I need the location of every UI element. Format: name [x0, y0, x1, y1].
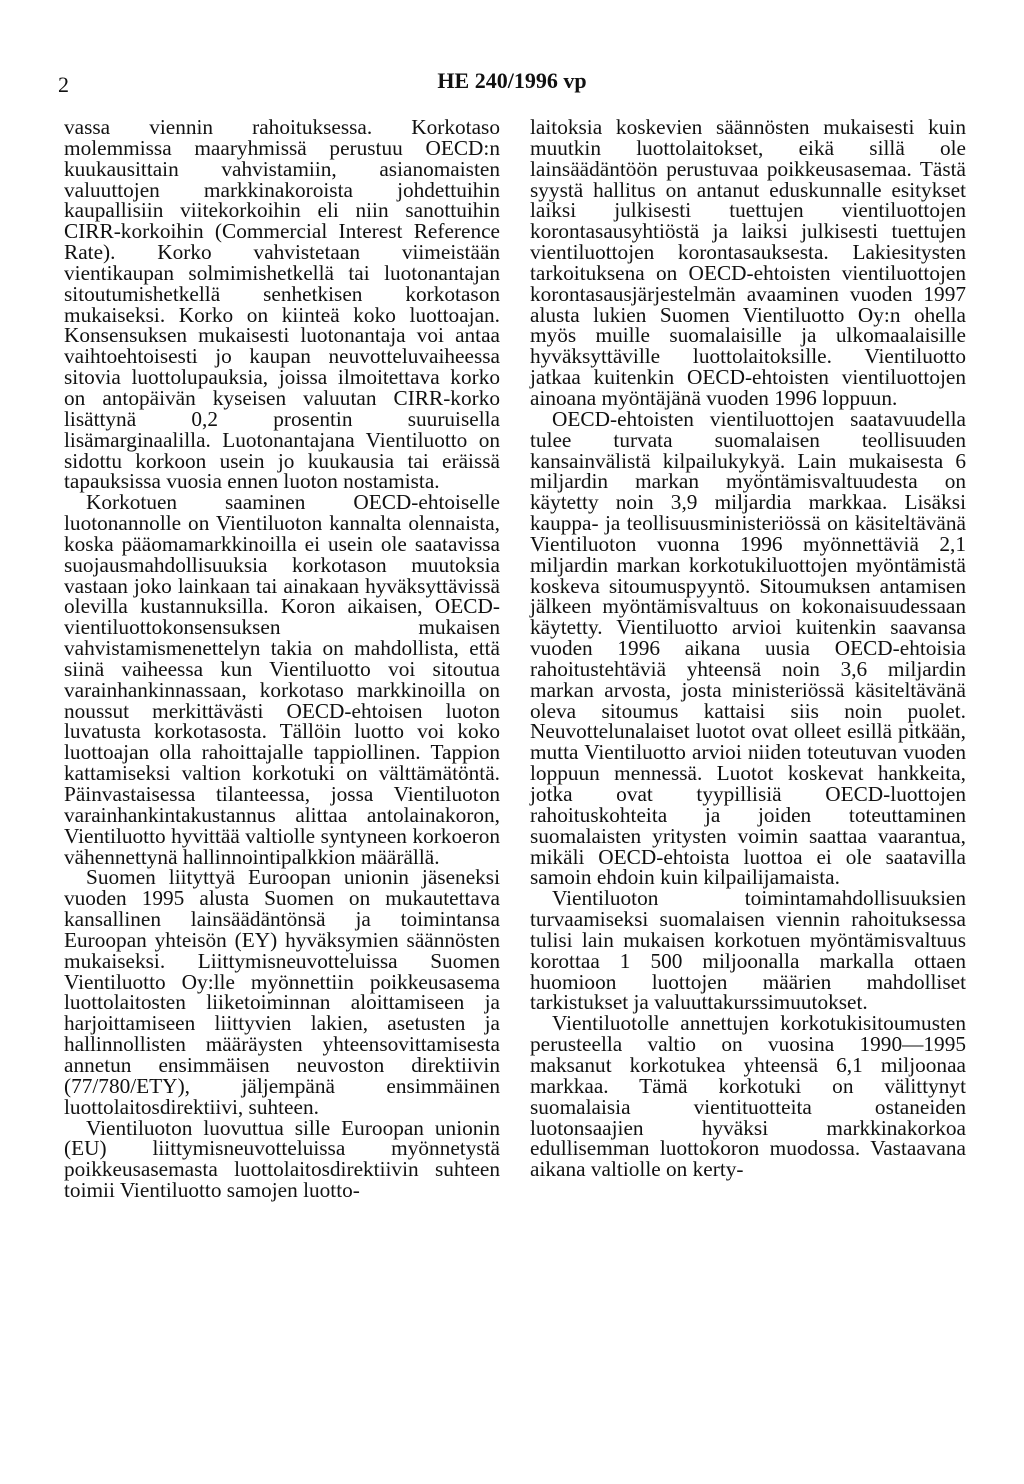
- right-column: [530, 117, 966, 1180]
- running-title: HE 240/1996 vp: [437, 68, 587, 93]
- page-number: 2: [58, 72, 69, 97]
- paragraph: Vientiluoton toimintamahdollisuuksien turvaamiseksi suomalaisen viennin rahoituksessa tulisi lain mukaisen korkotuen myöntämisvaltuus korottaa 1 500 miljoonalla markalla ottaen huomioon luottojen määrien mahdolliset tarkistukset ja valuuttakurssimuutokset.: [530, 886, 966, 1015]
- paragraph: OECD-ehtoisten vientiluottojen saatavuudella tulee turvata suomalaisen teollisuuden kansainvälistä kilpailukykyä. Lain mukaisesta 6 miljardin markan myöntämisvaltuudesta on käytetty noin 3,9 miljardia markkaa. Lisäksi kauppa- ja teollisuusministeriössä on käsiteltävänä Vientiluoton vuonna 1996 myönnettäviä 2,1 miljardin markan korkotukiluottojen myöntämistä koskeva sitoumuspyyntö. Sitoumuksen antamisen jälkeen myöntämisvaltuus on kokonaisuudessaan käytetty. Vientiluotto arvioi kuitenkin saavansa vuoden 1996 aikana uusia OECD-ehtoisia rahoitustehtäviä yhteensä noin 3,6 miljardin markan arvosta, josta ministeriössä käsiteltävänä oleva sitoumus kattaisi siis noin puolet. Neuvottelunalaiset luotot ovat olleet esillä pitkään, mutta Vientiluotto arvioi niiden toteutuvan vuoden loppuun mennessä. Luotot koskevat hankkeita, jotka ovat tyypillisiä OECD-luottojen rahoituskohteita ja joiden toteuttaminen suomalaisten yritysten voimin saattaa vaarantua, mikäli OECD-ehtoista luottoa ei ole saatavilla samoin ehdoin kuin kilpailijamaista.: [530, 406, 966, 890]
- paragraph: Korkotuen saaminen OECD-ehtoiselle luotonannolle on Vientiluoton kannalta olennaista, koska pääomamarkkinoilla ei usein ole saatavissa suojausmahdollisuuksia korkotason muutoksia vastaan joko lainkaan tai ainakaan hyväksyttävissä olevilla kustannuksilla. Koron aikaisen, OECD-vientiluottokonsensuksen mukaisen vahvistamismenettelyn takia on mahdollista, että siinä vaiheessa kun Vientiluotto voi sitoutua varainhankinnassaan, korkotaso markkinoilla on noussut merkittävästi OECD-ehtoisen luoton luvatusta korkotasosta. Tällöin luotto voi koko luottoajan olla rahoittajalle tappiollinen. Tappion kattamiseksi valtion korkotuki on välttämätöntä. Päinvastaisessa tilanteessa, jossa Vientiluoton varainhankintakustannus alittaa antolainakoron, Vientiluotto hyvittää valtiolle syntyneen korkoeron vähennettynä hallinnointipalkkion määrällä.: [64, 490, 500, 869]
- paragraph: laitoksia koskevien säännösten mukaisesti kuin muutkin luottolaitokset, eikä sillä ole lainsäädäntöön perustuvaa poikkeusasemaa. Tästä syystä hallitus on antanut eduskunnalle esitykset laiksi julkisesti tuettujen vientiluottojen korontasausyhtiöstä ja laiksi julkisesti tuettujen vientiluottojen korontasauksesta. Lakiesitysten tarkoituksena on OECD-ehtoisten vientiluottojen korontasausjärjestelmän avaaminen vuoden 1997 alusta lukien Suomen Vientiluotto Oy:n ohella myös muille suomalaisille ja ulkomaalaisille hyväksyttäville luottolaitoksille. Vientiluotto jatkaa kuitenkin OECD-ehtoisten vientiluottojen ainoana myöntäjänä vuoden 1996 loppuun.: [530, 115, 966, 410]
- paragraph: Vientiluoton luovuttua sille Euroopan unionin (EU) liittymisneuvotteluissa myönnetystä poikkeusasemasta luottolaitosdirektiivin suhteen toimii Vientiluotto samojen luotto-: [64, 1115, 500, 1203]
- paragraph: vassa viennin rahoituksessa. Korkotaso molemmissa maaryhmissä perustuu OECD:n kuukausittain vahvistamiin, asianomaisten valuuttojen markkinakoroista johdettuihin kaupallisiin viitekorkoihin eli niin sanottuihin CIRR-korkoihin (Commercial Interest Reference Rate). Korko vahvistetaan viimeistään vientikaupan solmimishetkellä tai luotonantajan sitoutumishetkellä senhetkisen korkotason mukaiseksi. Korko on kiinteä koko luottoajan. Konsensuksen mukaisesti luotonantaja voi antaa vaihtoehtoisesti jo kaupan neuvotteluvaiheessa sitovia luottolupauksia, joissa ilmoitettava korko on antopäivän kyseisen valuutan CIRR-korko lisättynä 0,2 prosentin suuruisella lisämarginaalilla. Luotonantajana Vientiluotto on sidottu korkoon usein jo kuukausia tai eräissä tapauksissa vuosia ennen luoton nostamista.: [64, 115, 500, 494]
- left-column: [64, 117, 500, 1201]
- paragraph: Vientiluotolle annettujen korkotukisitoumusten perusteella valtio on vuosina 1990—1995 maksanut korkotukea yhteensä 6,1 miljoonaa markkaa. Tämä korkotuki on välittynyt suomalaisia vientituotteita ostaneiden luotonsaajien hyväksi markkinakorkoa edullisemman luottokoron muodossa. Vastaavana aikana valtiolle on kerty-: [530, 1011, 966, 1182]
- paragraph: Suomen liityttyä Euroopan unionin jäseneksi vuoden 1995 alusta Suomen on mukautettava kansallinen lainsäädäntönsä ja toimintansa Euroopan yhteisön (EY) hyväksymien säännösten mukaiseksi. Liittymisneuvotteluissa Suomen Vientiluotto Oy:lle myönnettiin poikkeusasema luottolaitosten liiketoiminnan aloittamiseen ja harjoittamiseen liittyvien lakien, asetusten ja hallinnollisten määräysten yhteensovittamisesta annetun ensimmäisen neuvoston direktiivin (77/780/ETY), jäljempänä ensimmäinen luottolaitosdirektiivi, suhteen.: [64, 865, 500, 1119]
